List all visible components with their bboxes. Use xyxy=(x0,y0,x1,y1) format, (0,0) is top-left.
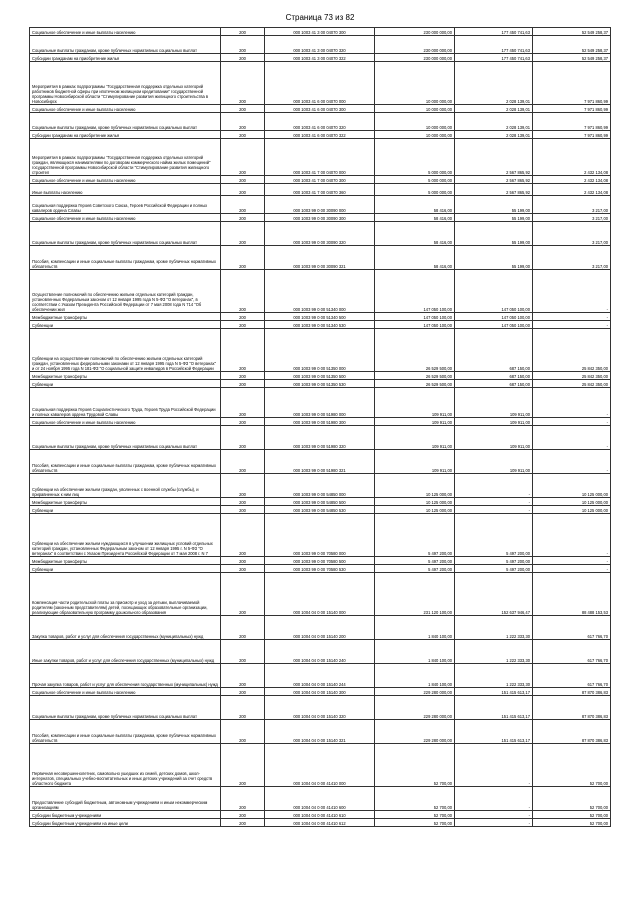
table-row xyxy=(30,498,611,506)
row-executed-amount: 109 911,00 xyxy=(455,418,533,426)
table-row xyxy=(30,54,611,62)
row-executed-amount: 2 028 139,01 xyxy=(455,131,533,139)
row-remaining-amount: 52 549 258,37 xyxy=(533,28,611,36)
table-row xyxy=(30,514,611,557)
row-executed-amount: 2 567 865,92 xyxy=(455,176,533,184)
table-row xyxy=(30,819,611,827)
row-remaining-amount: 7 971 860,99 xyxy=(533,62,611,105)
row-executed-amount: 2 028 139,01 xyxy=(455,113,533,131)
row-name: Социальные выплаты гражданам, кроме публичных нормативных социальных выплат xyxy=(30,36,221,54)
row-approved-amount: 229 280 000,00 xyxy=(375,696,455,720)
row-executed-amount: 687 150,00 xyxy=(455,329,533,372)
table-row xyxy=(30,113,611,131)
table-row xyxy=(30,270,611,313)
row-budget-code: 000 1004 04 0 00 15140 200 xyxy=(265,616,375,640)
row-name: Иные закупки товаров, работ и услуг для обеспечения государственных (муниципальных) нужд xyxy=(30,640,221,664)
row-approved-amount: 52 700,00 xyxy=(375,744,455,787)
row-grbs-code: 200 xyxy=(221,380,265,388)
row-grbs-code: 200 xyxy=(221,36,265,54)
row-remaining-amount: 3 217,00 xyxy=(533,246,611,270)
row-approved-amount: 147 050 100,00 xyxy=(375,321,455,329)
row-budget-code: 000 1004 04 0 00 41410 612 xyxy=(265,819,375,827)
row-name: Социальное обеспечение и иные выплаты населению xyxy=(30,688,221,696)
row-name: Межбюджетные трансферты xyxy=(30,313,221,321)
row-approved-amount: 5 000 000,00 xyxy=(375,176,455,184)
row-budget-code: 000 1003 99 0 00 54850 500 xyxy=(265,498,375,506)
row-grbs-code: 200 xyxy=(221,450,265,474)
row-executed-amount: - xyxy=(455,787,533,811)
row-approved-amount: 10 000 000,00 xyxy=(375,113,455,131)
row-grbs-code: 200 xyxy=(221,557,265,565)
row-executed-amount: 5 497 200,00 xyxy=(455,565,533,573)
row-name: Социальное обеспечение и иные выплаты населению xyxy=(30,214,221,222)
row-executed-amount: 2 567 865,92 xyxy=(455,184,533,196)
row-grbs-code: 200 xyxy=(221,105,265,113)
row-grbs-code: 200 xyxy=(221,565,265,573)
row-executed-amount: 5 497 200,00 xyxy=(455,514,533,557)
row-budget-code: 000 1003 41 6 00 04070 300 xyxy=(265,105,375,113)
row-executed-amount: 687 150,00 xyxy=(455,380,533,388)
row-name: Мероприятия в рамках подпрограммы "Государственная поддержка отдельных категорий граждан, являющихся нанимателями по договорам коммерческого найма жилых помещений" государственной программы Новосибирской области "Стимулирование развития жилищного строител xyxy=(30,139,221,176)
row-grbs-code: 200 xyxy=(221,506,265,514)
row-budget-code: 000 1003 99 0 00 51340 530 xyxy=(265,321,375,329)
row-approved-amount: 10 000 000,00 xyxy=(375,62,455,105)
row-executed-amount: 1 222 333,30 xyxy=(455,664,533,688)
row-grbs-code: 200 xyxy=(221,313,265,321)
row-name: Межбюджетные трансферты xyxy=(30,372,221,380)
row-approved-amount: 229 280 000,00 xyxy=(375,720,455,744)
row-name: Социальные выплаты гражданам, кроме публичных нормативных социальных выплат xyxy=(30,222,221,246)
row-remaining-amount: 52 700,00 xyxy=(533,744,611,787)
row-name: Субвенции xyxy=(30,380,221,388)
budget-execution-table xyxy=(29,27,611,827)
row-executed-amount: 151 415 613,17 xyxy=(455,688,533,696)
row-grbs-code: 200 xyxy=(221,688,265,696)
row-name: Прочая закупка товаров, работ и услуг для обеспечения государственных (муниципальных) нужд xyxy=(30,664,221,688)
row-name: Субсидии гражданам на приобретение жилья xyxy=(30,131,221,139)
row-executed-amount: 177 450 741,63 xyxy=(455,36,533,54)
row-budget-code: 000 1003 99 0 00 30090 000 xyxy=(265,196,375,214)
page-counter: Страница 73 из 82 xyxy=(285,13,355,22)
row-budget-code: 000 1003 99 0 00 30090 320 xyxy=(265,222,375,246)
row-grbs-code: 200 xyxy=(221,176,265,184)
row-approved-amount: 58 416,00 xyxy=(375,196,455,214)
table-row xyxy=(30,640,611,664)
row-grbs-code: 200 xyxy=(221,270,265,313)
table-row xyxy=(30,329,611,372)
row-grbs-code: 200 xyxy=(221,640,265,664)
row-grbs-code: 200 xyxy=(221,131,265,139)
table-row xyxy=(30,811,611,819)
row-grbs-code: 200 xyxy=(221,329,265,372)
row-remaining-amount: 52 700,00 xyxy=(533,787,611,811)
row-executed-amount: - xyxy=(455,498,533,506)
row-name: Межбюджетные трансферты xyxy=(30,498,221,506)
row-approved-amount: 52 700,00 xyxy=(375,819,455,827)
table-row xyxy=(30,744,611,787)
table-row xyxy=(30,380,611,388)
row-remaining-amount: 52 549 258,37 xyxy=(533,36,611,54)
row-name: Субвенции на обеспечение жильем граждан, уволенных с военной службы (службы), и приравненных к ним лиц xyxy=(30,474,221,498)
table-row xyxy=(30,720,611,744)
row-grbs-code: 200 xyxy=(221,819,265,827)
row-name: Социальная поддержка Героев Советского Союза, Героев Российской Федерации и полных кавалеров ордена Славы xyxy=(30,196,221,214)
row-approved-amount: 5 497 200,00 xyxy=(375,514,455,557)
row-approved-amount: 5 497 200,00 xyxy=(375,565,455,573)
row-approved-amount: 230 000 000,00 xyxy=(375,36,455,54)
row-executed-amount: 1 222 333,30 xyxy=(455,640,533,664)
row-remaining-amount: 25 842 350,00 xyxy=(533,329,611,372)
table-row xyxy=(30,696,611,720)
row-executed-amount: 55 199,00 xyxy=(455,222,533,246)
row-approved-amount: 10 000 000,00 xyxy=(375,131,455,139)
row-budget-code: 000 1003 99 0 00 51980 000 xyxy=(265,388,375,418)
row-approved-amount: 109 911,00 xyxy=(375,388,455,418)
row-executed-amount: - xyxy=(455,506,533,514)
row-grbs-code: 200 xyxy=(221,514,265,557)
row-remaining-amount: - xyxy=(533,426,611,450)
row-grbs-code: 200 xyxy=(221,62,265,105)
row-approved-amount: 52 700,00 xyxy=(375,787,455,811)
table-row xyxy=(30,28,611,36)
row-budget-code: 000 1003 41 7 00 04070 300 xyxy=(265,176,375,184)
row-executed-amount: 2 028 139,01 xyxy=(455,62,533,105)
row-budget-code: 000 1003 99 0 00 51980 321 xyxy=(265,450,375,474)
row-budget-code: 000 1003 99 0 00 51350 530 xyxy=(265,380,375,388)
row-executed-amount: 147 050 100,00 xyxy=(455,270,533,313)
row-approved-amount: 1 840 100,00 xyxy=(375,640,455,664)
table-row xyxy=(30,426,611,450)
row-name: Субвенции на осуществление полномочий по обеспечению жильем отдельных категорий граждан, установленных федеральными законами от 12 января 1995 года N 5-ФЗ "О ветеранах" и от 24 ноября 1995 года N 181-ФЗ "О социальной защите инвалидов в Российской Федерации xyxy=(30,329,221,372)
row-approved-amount: 10 125 000,00 xyxy=(375,506,455,514)
row-name: Пособия, компенсации и иные социальные выплаты гражданам, кроме публичных нормативных обязательств xyxy=(30,720,221,744)
row-name: Субсидии бюджетным учреждениям на иные цели xyxy=(30,819,221,827)
row-approved-amount: 147 050 100,00 xyxy=(375,270,455,313)
row-approved-amount: 26 529 500,00 xyxy=(375,372,455,380)
row-executed-amount: 687 150,00 xyxy=(455,372,533,380)
table-row xyxy=(30,222,611,246)
row-remaining-amount: 52 549 258,37 xyxy=(533,54,611,62)
row-grbs-code: 200 xyxy=(221,222,265,246)
row-executed-amount: - xyxy=(455,474,533,498)
row-remaining-amount: 25 842 350,00 xyxy=(533,380,611,388)
row-remaining-amount: 3 217,00 xyxy=(533,222,611,246)
row-grbs-code: 200 xyxy=(221,196,265,214)
row-budget-code: 000 1004 04 0 00 41410 610 xyxy=(265,811,375,819)
row-name: Социальные выплаты гражданам, кроме публичных нормативных социальных выплат xyxy=(30,113,221,131)
row-executed-amount: 2 028 139,01 xyxy=(455,105,533,113)
row-remaining-amount: 87 870 386,83 xyxy=(533,696,611,720)
row-remaining-amount: - xyxy=(533,450,611,474)
row-grbs-code: 200 xyxy=(221,474,265,498)
row-budget-code: 000 1003 99 0 00 70580 530 xyxy=(265,565,375,573)
row-remaining-amount: - xyxy=(533,514,611,557)
row-grbs-code: 200 xyxy=(221,28,265,36)
row-budget-code: 000 1003 99 0 00 30090 300 xyxy=(265,214,375,222)
row-grbs-code: 200 xyxy=(221,388,265,418)
table-row xyxy=(30,62,611,105)
row-budget-code: 000 1004 04 0 00 15140 320 xyxy=(265,696,375,720)
row-budget-code: 000 1003 41 7 00 04070 000 xyxy=(265,139,375,176)
table-row xyxy=(30,372,611,380)
row-executed-amount: - xyxy=(455,819,533,827)
row-approved-amount: 26 529 500,00 xyxy=(375,329,455,372)
table-row xyxy=(30,131,611,139)
row-name: Субвенции xyxy=(30,506,221,514)
row-budget-code: 000 1004 04 0 00 41410 000 xyxy=(265,744,375,787)
row-approved-amount: 5 000 000,00 xyxy=(375,139,455,176)
row-remaining-amount: - xyxy=(533,557,611,565)
row-remaining-amount: 2 432 134,08 xyxy=(533,184,611,196)
row-approved-amount: 58 416,00 xyxy=(375,246,455,270)
row-approved-amount: 52 700,00 xyxy=(375,811,455,819)
row-approved-amount: 109 911,00 xyxy=(375,450,455,474)
row-budget-code: 000 1003 41 7 00 04070 360 xyxy=(265,184,375,196)
row-remaining-amount: 87 870 386,83 xyxy=(533,720,611,744)
row-name: Социальное обеспечение и иные выплаты населению xyxy=(30,176,221,184)
row-grbs-code: 200 xyxy=(221,372,265,380)
table-row xyxy=(30,506,611,514)
row-approved-amount: 58 416,00 xyxy=(375,222,455,246)
row-budget-code: 000 1003 41 3 00 04070 322 xyxy=(265,54,375,62)
row-budget-code: 000 1004 04 0 00 15140 240 xyxy=(265,640,375,664)
row-remaining-amount: 2 432 134,08 xyxy=(533,176,611,184)
row-executed-amount: 55 199,00 xyxy=(455,214,533,222)
row-budget-code: 000 1004 04 0 00 15140 000 xyxy=(265,573,375,616)
row-remaining-amount: - xyxy=(533,565,611,573)
row-name: Субсидии гражданам на приобретение жилья xyxy=(30,54,221,62)
row-name: Осуществление полномочий по обеспечению жильем отдельных категорий граждан, установленных Федеральным законом от 12 января 1995 года N 5-ФЗ "О ветеранах", в соответствии с Указом Президента Российской Федерации от 7 мая 2008 года N 714 "Об обеспечении жил xyxy=(30,270,221,313)
row-budget-code: 000 1003 99 0 00 51980 300 xyxy=(265,418,375,426)
row-executed-amount: 2 567 865,92 xyxy=(455,139,533,176)
row-remaining-amount: 617 766,70 xyxy=(533,640,611,664)
row-approved-amount: 147 050 100,00 xyxy=(375,313,455,321)
row-remaining-amount: 617 766,70 xyxy=(533,664,611,688)
row-grbs-code: 200 xyxy=(221,573,265,616)
row-grbs-code: 200 xyxy=(221,418,265,426)
row-grbs-code: 200 xyxy=(221,811,265,819)
row-approved-amount: 109 911,00 xyxy=(375,426,455,450)
row-approved-amount: 230 000 000,00 xyxy=(375,54,455,62)
row-budget-code: 000 1003 99 0 00 51350 500 xyxy=(265,372,375,380)
row-grbs-code: 200 xyxy=(221,54,265,62)
row-name: Социальные выплаты гражданам, кроме публичных нормативных социальных выплат xyxy=(30,426,221,450)
row-executed-amount: 177 450 741,63 xyxy=(455,28,533,36)
row-approved-amount: 10 125 000,00 xyxy=(375,474,455,498)
table-row xyxy=(30,246,611,270)
row-name: Субвенции на обеспечение жильем нуждающихся в улучшении жилищных условий отдельных категорий граждан, установленных Федеральным законом от 12 января 1995 г. N 5-ФЗ "О ветеранах" в соответствии с Указом Президента Российской Федерации от 7 мая 2008 г. N 7 xyxy=(30,514,221,557)
row-executed-amount: - xyxy=(455,744,533,787)
table-row xyxy=(30,139,611,176)
row-remaining-amount: 7 971 860,99 xyxy=(533,105,611,113)
row-remaining-amount: 87 870 386,83 xyxy=(533,688,611,696)
row-budget-code: 000 1003 41 6 00 04070 320 xyxy=(265,113,375,131)
table-row xyxy=(30,688,611,696)
row-name: Закупка товаров, работ и услуг для обеспечения государственных (муниципальных) нужд xyxy=(30,616,221,640)
row-approved-amount: 58 416,00 xyxy=(375,214,455,222)
row-executed-amount: 5 497 200,00 xyxy=(455,557,533,565)
row-budget-code: 000 1004 04 0 00 15140 321 xyxy=(265,720,375,744)
row-approved-amount: 5 497 200,00 xyxy=(375,557,455,565)
row-executed-amount: 109 911,00 xyxy=(455,450,533,474)
table-row xyxy=(30,313,611,321)
table-row xyxy=(30,557,611,565)
table-body xyxy=(30,28,611,827)
row-remaining-amount: 10 125 000,00 xyxy=(533,506,611,514)
row-remaining-amount: 2 432 134,08 xyxy=(533,139,611,176)
row-name: Предоставление субсидий бюджетным, автономным учреждениям и иным некоммерческим организациям xyxy=(30,787,221,811)
table-row xyxy=(30,450,611,474)
row-executed-amount: 1 222 333,30 xyxy=(455,616,533,640)
row-remaining-amount: 3 217,00 xyxy=(533,214,611,222)
row-approved-amount: 10 125 000,00 xyxy=(375,498,455,506)
row-budget-code: 000 1003 99 0 00 30090 321 xyxy=(265,246,375,270)
row-approved-amount: 5 000 000,00 xyxy=(375,184,455,196)
row-approved-amount: 10 000 000,00 xyxy=(375,105,455,113)
row-name: Первичная несовершеннолетних, самовольно ушедших из семей, детских домов, школ-интернатов, специальных учебно-воспитательных и иных детских учреждений за счет средств областного бюджета xyxy=(30,744,221,787)
row-name: Социальные выплаты гражданам, кроме публичных нормативных социальных выплат xyxy=(30,696,221,720)
table-row xyxy=(30,418,611,426)
row-name: Социальное обеспечение и иные выплаты населению xyxy=(30,28,221,36)
row-remaining-amount: 52 700,00 xyxy=(533,819,611,827)
table-row xyxy=(30,616,611,640)
row-budget-code: 000 1003 41 6 00 04070 000 xyxy=(265,62,375,105)
row-approved-amount: 1 840 100,00 xyxy=(375,616,455,640)
row-remaining-amount: - xyxy=(533,270,611,313)
row-executed-amount: 55 199,00 xyxy=(455,196,533,214)
row-grbs-code: 200 xyxy=(221,426,265,450)
row-grbs-code: 200 xyxy=(221,744,265,787)
row-executed-amount: 177 450 741,63 xyxy=(455,54,533,62)
row-name: Компенсация части родительской платы за присмотр и уход за детьми, выплачиваемой родителям (законным представителям) детей, посещающих образовательные организации, реализующие образовательную программу дошкольного образования xyxy=(30,573,221,616)
row-grbs-code: 200 xyxy=(221,113,265,131)
row-executed-amount: 151 415 613,17 xyxy=(455,720,533,744)
row-budget-code: 000 1003 41 3 00 04070 320 xyxy=(265,36,375,54)
row-name: Субсидии бюджетным учреждениям xyxy=(30,811,221,819)
row-approved-amount: 109 911,00 xyxy=(375,418,455,426)
row-remaining-amount: 10 125 000,00 xyxy=(533,474,611,498)
row-name: Иные выплаты населению xyxy=(30,184,221,196)
table-row xyxy=(30,787,611,811)
row-name: Социальная поддержка Героев Социалистического Труда, Героев Труда Российской Федерации и полных кавалеров ордена Трудовой Славы xyxy=(30,388,221,418)
row-grbs-code: 200 xyxy=(221,696,265,720)
row-remaining-amount: - xyxy=(533,418,611,426)
table-row xyxy=(30,214,611,222)
row-budget-code: 000 1003 99 0 00 51980 320 xyxy=(265,426,375,450)
row-grbs-code: 200 xyxy=(221,246,265,270)
row-approved-amount: 230 000 000,00 xyxy=(375,28,455,36)
row-budget-code: 000 1003 99 0 00 51350 000 xyxy=(265,329,375,372)
row-executed-amount: 109 911,00 xyxy=(455,426,533,450)
row-executed-amount: - xyxy=(455,811,533,819)
row-approved-amount: 229 280 000,00 xyxy=(375,688,455,696)
row-name: Пособия, компенсации и иные социальные выплаты гражданам, кроме публичных нормативных обязательств xyxy=(30,246,221,270)
row-remaining-amount: 7 971 860,99 xyxy=(533,113,611,131)
row-executed-amount: 109 911,00 xyxy=(455,388,533,418)
row-budget-code: 000 1004 04 0 00 15140 244 xyxy=(265,664,375,688)
row-grbs-code: 200 xyxy=(221,139,265,176)
row-budget-code: 000 1003 99 0 00 54850 530 xyxy=(265,506,375,514)
row-executed-amount: 147 050 100,00 xyxy=(455,321,533,329)
row-budget-code: 000 1003 99 0 00 70580 500 xyxy=(265,557,375,565)
row-approved-amount: 26 529 500,00 xyxy=(375,380,455,388)
row-name: Субвенции xyxy=(30,565,221,573)
row-name: Пособия, компенсации и иные социальные выплаты гражданам, кроме публичных нормативных обязательств xyxy=(30,450,221,474)
row-grbs-code: 200 xyxy=(221,664,265,688)
row-grbs-code: 200 xyxy=(221,616,265,640)
row-grbs-code: 200 xyxy=(221,214,265,222)
row-remaining-amount: 88 488 153,53 xyxy=(533,573,611,616)
row-executed-amount: 55 199,00 xyxy=(455,246,533,270)
row-remaining-amount: 52 700,00 xyxy=(533,811,611,819)
table-row xyxy=(30,664,611,688)
table-row xyxy=(30,474,611,498)
row-executed-amount: 147 050 100,00 xyxy=(455,313,533,321)
row-name: Межбюджетные трансферты xyxy=(30,557,221,565)
row-grbs-code: 200 xyxy=(221,321,265,329)
row-grbs-code: 200 xyxy=(221,184,265,196)
table-row xyxy=(30,105,611,113)
table-row xyxy=(30,196,611,214)
row-budget-code: 000 1004 04 0 00 41410 600 xyxy=(265,787,375,811)
table-row xyxy=(30,176,611,184)
row-name: Субвенции xyxy=(30,321,221,329)
row-remaining-amount: 617 766,70 xyxy=(533,616,611,640)
row-executed-amount: 151 415 613,17 xyxy=(455,696,533,720)
row-name: Социальное обеспечение и иные выплаты населению xyxy=(30,418,221,426)
row-name: Социальное обеспечение и иные выплаты населению xyxy=(30,105,221,113)
row-budget-code: 000 1004 04 0 00 15140 300 xyxy=(265,688,375,696)
row-approved-amount: 231 120 100,00 xyxy=(375,573,455,616)
row-budget-code: 000 1003 99 0 00 54850 000 xyxy=(265,474,375,498)
row-name: Мероприятия в рамках подпрограммы "Государственная поддержка отдельных категорий работников бюджетной сферы при ипотечном жилищном кредитовании" государственной программы Новосибирской области "Стимулирование развития жилищного строительства в Новосибирск xyxy=(30,62,221,105)
row-budget-code: 000 1003 99 0 00 70580 000 xyxy=(265,514,375,557)
row-budget-code: 000 1003 99 0 00 51340 500 xyxy=(265,313,375,321)
row-remaining-amount: 25 842 350,00 xyxy=(533,372,611,380)
row-grbs-code: 200 xyxy=(221,787,265,811)
row-approved-amount: 1 840 100,00 xyxy=(375,664,455,688)
table-row xyxy=(30,321,611,329)
row-grbs-code: 200 xyxy=(221,720,265,744)
row-remaining-amount: 10 125 000,00 xyxy=(533,498,611,506)
row-remaining-amount: - xyxy=(533,321,611,329)
table-row xyxy=(30,36,611,54)
table-row xyxy=(30,573,611,616)
table-row xyxy=(30,565,611,573)
row-remaining-amount: 3 217,00 xyxy=(533,196,611,214)
row-remaining-amount: 7 971 860,99 xyxy=(533,131,611,139)
row-budget-code: 000 1003 41 6 00 04070 322 xyxy=(265,131,375,139)
row-budget-code: 000 1003 99 0 00 51340 000 xyxy=(265,270,375,313)
row-remaining-amount: - xyxy=(533,313,611,321)
table-row xyxy=(30,388,611,418)
row-grbs-code: 200 xyxy=(221,498,265,506)
row-executed-amount: 152 637 946,47 xyxy=(455,573,533,616)
table-row xyxy=(30,184,611,196)
row-budget-code: 000 1003 41 3 00 04070 300 xyxy=(265,28,375,36)
row-remaining-amount: - xyxy=(533,388,611,418)
